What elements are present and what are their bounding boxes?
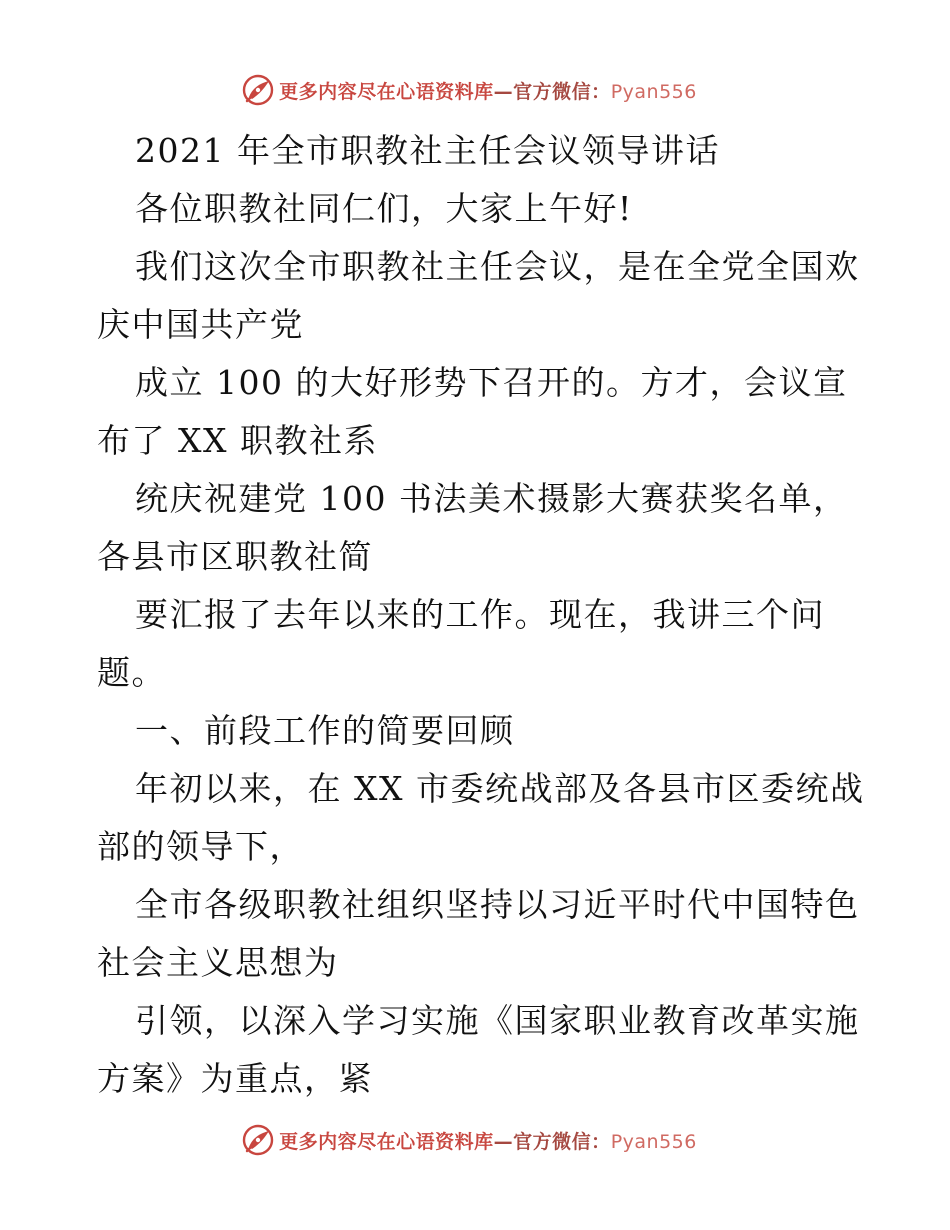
text-line: 各县市区职教社简 (97, 537, 373, 576)
text-line: 2021 年全市职教社主任会议领导讲话 (135, 131, 720, 170)
watermark-part3: Pyan556 (610, 1130, 697, 1153)
text-line: 引领，以深入学习实施《国家职业教育改革实施 (135, 1001, 860, 1040)
text-line: 全市各级职教社组织坚持以习近平时代中国特色 (135, 885, 860, 924)
pen-nib-logo-icon (241, 1123, 275, 1157)
watermark-part3: Pyan556 (610, 80, 697, 103)
watermark-part2: —官方微信： (493, 80, 611, 103)
text-line: 布了 XX 职教社系 (97, 421, 378, 460)
text-line: 庆中国共产党 (97, 305, 304, 344)
text-line: 要汇报了去年以来的工作。现在，我讲三个问 (135, 595, 825, 634)
text-line: 统庆祝建党 100 书法美术摄影大赛获奖名单， (135, 479, 848, 518)
text-line: 社会主义思想为 (97, 943, 339, 982)
text-line: 成立 100 的大好形势下召开的。方才，会议宣 (135, 363, 848, 402)
watermark-header (0, 70, 950, 110)
watermark-footer-inner (241, 1123, 697, 1157)
text-line: 题。 (97, 653, 166, 692)
watermark-header-inner (241, 73, 697, 107)
watermark-text (279, 1127, 697, 1154)
watermark-part2: —官方微信： (493, 1130, 611, 1153)
watermark-part1: 更多内容尽在心语资料库 (279, 80, 494, 103)
text-line: 部的领导下， (97, 827, 304, 866)
text-line: 年初以来，在 XX 市委统战部及各县市区委统战 (135, 769, 865, 808)
watermark-footer (0, 1120, 950, 1160)
text-line: 各位职教社同仁们，大家上午好! (135, 189, 633, 228)
watermark-part1: 更多内容尽在心语资料库 (279, 1130, 494, 1153)
text-line: 我们这次全市职教社主任会议，是在全党全国欢 (135, 247, 860, 286)
pen-nib-logo-icon (241, 73, 275, 107)
document-body (97, 122, 867, 1108)
watermark-text (279, 77, 697, 104)
section-heading: 一、前段工作的简要回顾 (135, 711, 515, 750)
text-line: 方案》为重点，紧 (97, 1059, 373, 1098)
